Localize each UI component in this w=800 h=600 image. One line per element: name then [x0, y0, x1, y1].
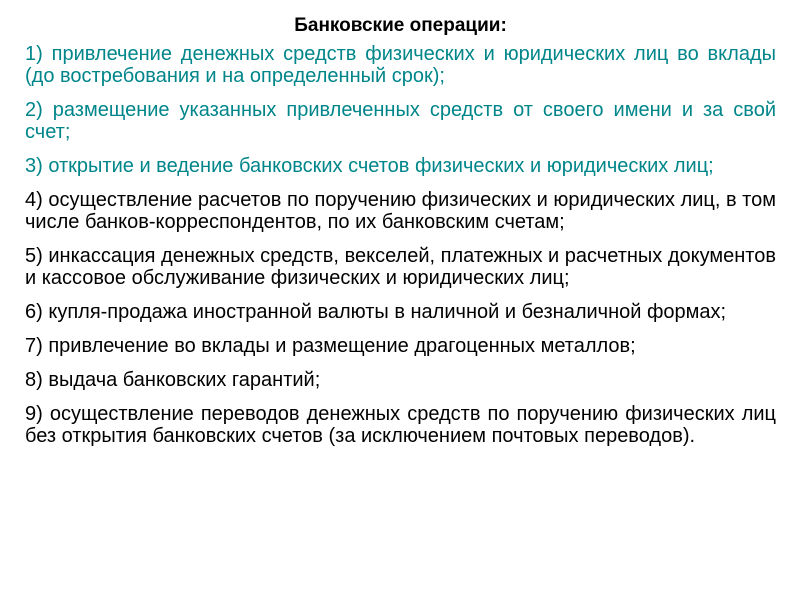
- list-item: 8) выдача банковских гарантий;: [25, 369, 321, 391]
- operations-list: [25, 43, 776, 447]
- list-item: 7) привлечение во вклады и размещение драгоценных металлов;: [25, 335, 636, 357]
- list-item: 6) купля-продажа иностранной валюты в наличной и безналичной формах;: [25, 301, 727, 323]
- page-title: Банковские операции:: [294, 15, 507, 36]
- list-item: 1) привлечение денежных средств физических и юридических лиц во вклады (до востребования и на определенный срок);: [25, 43, 776, 87]
- list-item: 3) открытие и ведение банковских счетов физических и юридических лиц;: [25, 155, 714, 177]
- list-item: 2) размещение указанных привлеченных средств от своего имени и за свой счет;: [25, 99, 776, 143]
- list-item: 9) осуществление переводов денежных средств по поручению физических лиц без открытия банковских счетов (за исключением почтовых переводов).: [25, 403, 776, 447]
- list-item: 5) инкассация денежных средств, векселей, платежных и расчетных документов и кассовое обслуживание физических и юридических лиц;: [25, 245, 776, 289]
- list-item: 4) осуществление расчетов по поручению физических и юридических лиц, в том числе банков-корреспондентов, по их банковским счетам;: [25, 189, 776, 233]
